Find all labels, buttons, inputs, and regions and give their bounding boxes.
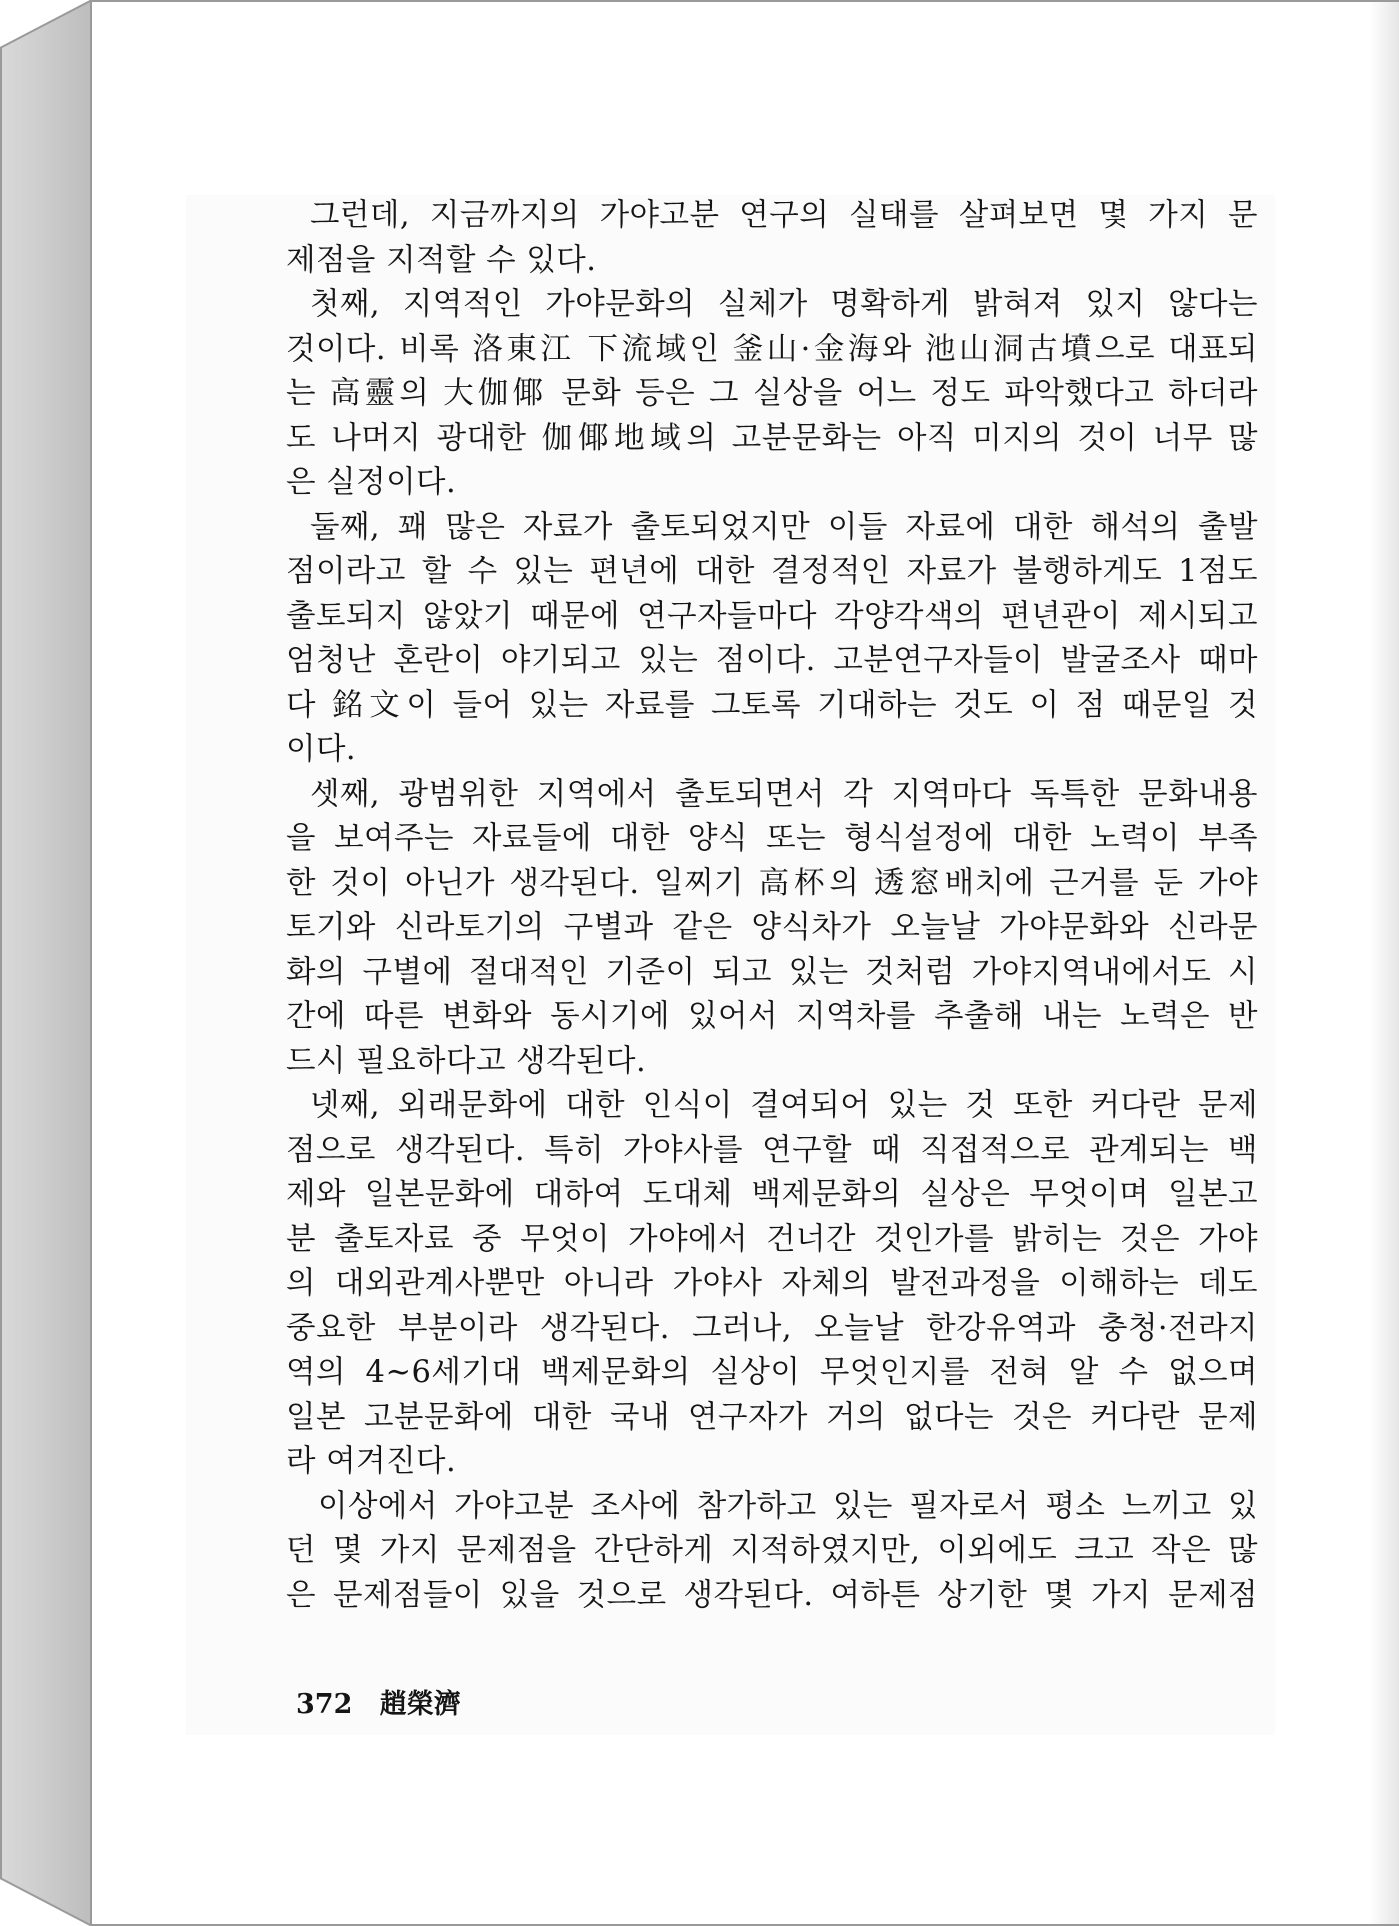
text-line: 간에 따른 변화와 동시기에 있어서 지역차를 추출해 내는 노력은 반 — [286, 999, 1258, 1034]
text-line: 출토되지 않았기 때문에 연구자들마다 각양각색의 편년관이 제시되고 — [286, 598, 1258, 634]
text-line: 라 여겨진다. — [286, 1444, 457, 1479]
text-line: 역의 4~6세기대 백제문화의 실상이 무엇인지를 전혀 알 수 없으며 — [286, 1355, 1258, 1390]
text-line: 도 나머지 광대한 伽倻地域의 고분문화는 아직 미지의 것이 너무 많 — [286, 420, 1258, 456]
text-line: 둘째, 꽤 많은 자료가 출토되었지만 이들 자료에 대한 해석의 출발 — [310, 509, 1258, 545]
text-line: 이상에서 가야고분 조사에 참가하고 있는 필자로서 평소 느끼고 있 — [318, 1488, 1258, 1524]
text-line: 중요한 부분이라 생각된다. 그러나, 오늘날 한강유역과 충청·전라지 — [286, 1310, 1258, 1346]
text-line: 셋째, 광범위한 지역에서 출토되면서 각 지역마다 독특한 문화내용 — [310, 776, 1258, 812]
text-line: 의 대외관계사뿐만 아니라 가야사 자체의 발전과정을 이해하는 데도 — [286, 1266, 1258, 1301]
text-line: 그런데, 지금까지의 가야고분 연구의 실태를 살펴보면 몇 가지 문 — [310, 198, 1258, 233]
page-footer — [296, 1682, 461, 1721]
text-line: 던 몇 가지 문제점을 간단하게 지적하였지만, 이외에도 크고 작은 많 — [286, 1533, 1258, 1568]
text-line: 넷째, 외래문화에 대한 인식이 결여되어 있는 것 또한 커다란 문제 — [310, 1088, 1258, 1123]
text-line: 제와 일본문화에 대하여 도대체 백제문화의 실상은 무엇이며 일본고 — [286, 1177, 1258, 1212]
text-line: 일본 고분문화에 대한 국내 연구자가 거의 없다는 것은 커다란 문제 — [286, 1399, 1258, 1435]
text-line: 점이라고 할 수 있는 편년에 대한 결정적인 자료가 불행하게도 1점도 — [286, 554, 1258, 589]
text-line: 엄청난 혼란이 야기되고 있는 점이다. 고분연구자들이 발굴조사 때마 — [286, 643, 1258, 678]
text-line: 한 것이 아닌가 생각된다. 일찌기 高杯의 透窓배치에 근거를 둔 가야 — [286, 865, 1258, 901]
text-line: 점으로 생각된다. 특히 가야사를 연구할 때 직접적으로 관계되는 백 — [286, 1132, 1258, 1168]
page-number: 372 — [296, 1689, 353, 1720]
book-spine — [0, 0, 92, 1926]
text-line: 토기와 신라토기의 구별과 같은 양식차가 오늘날 가야문화와 신라문 — [286, 910, 1258, 945]
text-line: 첫째, 지역적인 가야문화의 실체가 명확하게 밝혀져 있지 않다는 — [310, 287, 1258, 322]
body-text — [286, 194, 1258, 1618]
text-line: 은 문제점들이 있을 것으로 생각된다. 여하튼 상기한 몇 가지 문제점 — [286, 1577, 1258, 1613]
text-line: 제점을 지적할 수 있다. — [286, 242, 597, 278]
footer-author: 趙榮濟 — [379, 1689, 461, 1720]
text-line: 을 보여주는 자료들에 대한 양식 또는 형식설정에 대한 노력이 부족 — [286, 821, 1258, 856]
text-line: 다 銘文이 들어 있는 자료를 그토록 기대하는 것도 이 점 때문일 것 — [286, 687, 1258, 723]
text-line: 은 실정이다. — [286, 465, 457, 500]
text-line: 드시 필요하다고 생각된다. — [286, 1043, 647, 1079]
text-line: 화의 구별에 절대적인 기준이 되고 있는 것처럼 가야지역내에서도 시 — [286, 954, 1258, 990]
text-line: 이다. — [286, 732, 357, 767]
text-line: 분 출토자료 중 무엇이 가야에서 건너간 것인가를 밝히는 것은 가야 — [286, 1221, 1258, 1257]
text-line: 것이다. 비록 洛東江 下流域인 釜山·金海와 池山洞古墳으로 대표되 — [286, 331, 1258, 367]
text-line: 는 高靈의 大伽倻 문화 등은 그 실상을 어느 정도 파악했다고 하더라 — [286, 376, 1258, 411]
